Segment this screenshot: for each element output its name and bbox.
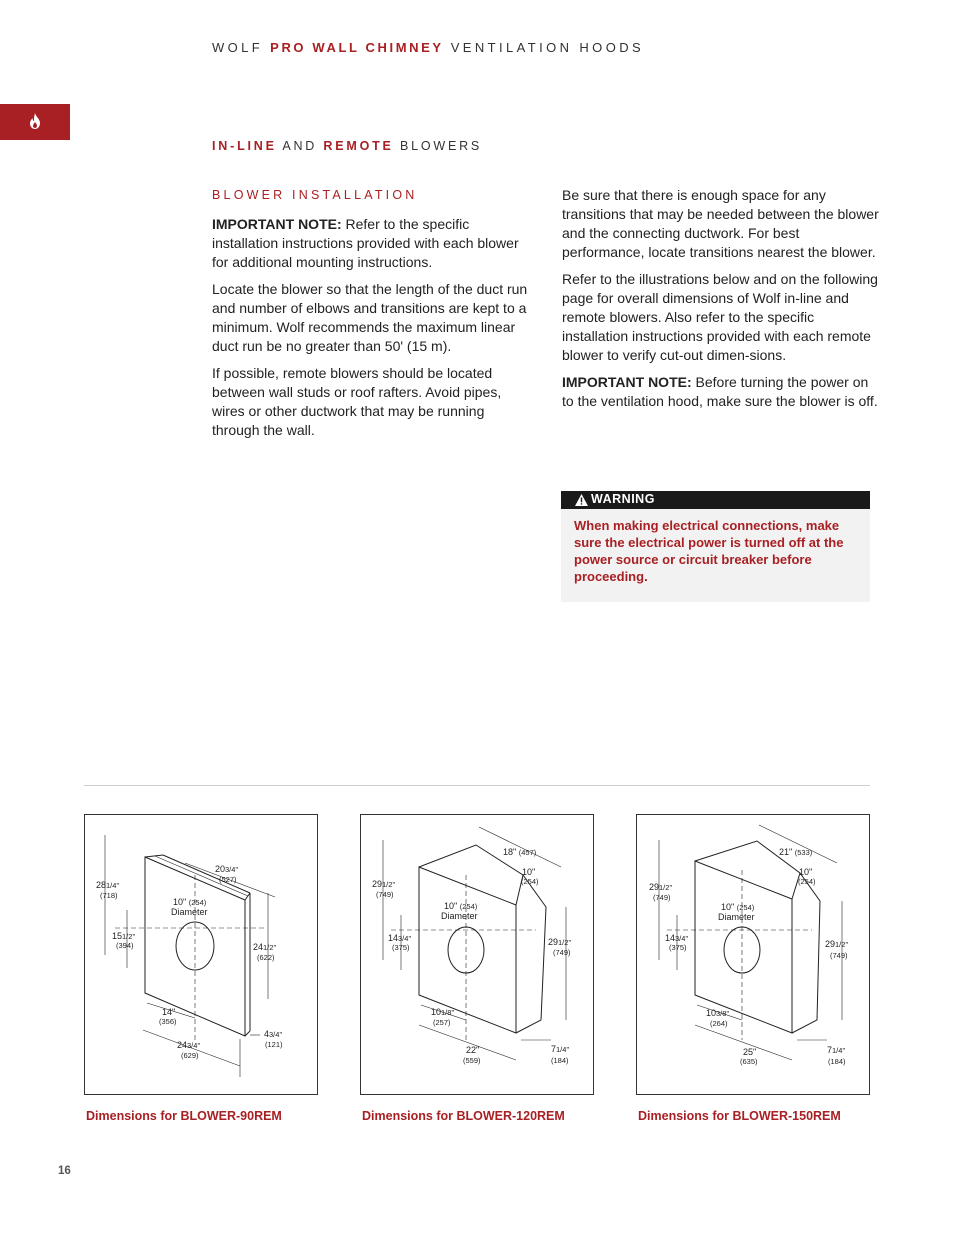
blower-150rem-drawing <box>637 815 869 1094</box>
figure-blower-120rem <box>360 814 594 1095</box>
figure-caption-150rem: Dimensions for BLOWER-150REM <box>638 1109 841 1123</box>
divider <box>84 785 870 786</box>
section-title <box>212 139 482 153</box>
dim-right-height-mm: (749) <box>830 951 848 960</box>
dim-outlet-mm: (254) <box>521 877 539 886</box>
dim-depth-mm: (184) <box>828 1057 846 1066</box>
dim-bottom-center: 14" <box>162 1007 176 1017</box>
header-suffix: VENTILATION HOODS <box>443 40 645 55</box>
paragraph <box>562 373 882 411</box>
warning-label: WARNING <box>591 492 655 506</box>
paragraph: Refer to the illustrations below and on the following page for overall dimensions of Wolf in-line and remote blowers. Also refer to the specific installation instructions provided with each remote blower to verify cut-out dimen-sions. <box>562 271 878 363</box>
dim-diameter-label: Diameter <box>718 912 755 922</box>
running-header <box>212 40 644 55</box>
figure-caption-90rem: Dimensions for BLOWER-90REM <box>86 1109 282 1123</box>
dim-bottom-center-mm: (356) <box>159 1017 177 1026</box>
dim-right-height-mm: (749) <box>553 948 571 957</box>
dim-height: 291/2" <box>649 882 673 892</box>
text-column-right <box>562 186 882 419</box>
dim-right-height-mm: (622) <box>257 953 275 962</box>
dim-depth: 71/4" <box>551 1044 570 1054</box>
paragraph <box>212 215 534 272</box>
dim-bottom-width-mm: (629) <box>181 1051 199 1060</box>
dim-height-mm: (718) <box>100 891 118 900</box>
blower-90rem-drawing <box>85 815 317 1094</box>
section-title-blowers: BLOWERS <box>393 139 483 153</box>
dim-height: 291/2" <box>372 879 396 889</box>
dim-outlet: 10" <box>522 867 536 877</box>
dim-depth-mm: (121) <box>265 1040 283 1049</box>
section-title-remote: REMOTE <box>323 139 394 153</box>
dim-bottom-width-mm: (559) <box>463 1056 481 1065</box>
dim-right-height: 241/2" <box>253 942 277 952</box>
warning-header <box>561 491 870 509</box>
dim-diameter-label: Diameter <box>441 911 478 921</box>
dim-bottom-center-mm: (257) <box>433 1018 451 1027</box>
section-title-and: AND <box>276 139 324 153</box>
dim-bottom-width: 22" <box>466 1045 480 1055</box>
header-brand: WOLF <box>212 40 271 55</box>
dim-diameter: 10" (254) <box>721 902 755 912</box>
important-note-label: IMPORTANT NOTE: <box>562 374 692 390</box>
dim-height-mm: (749) <box>376 890 394 899</box>
dim-bottom-center: 101/8" <box>431 1007 455 1017</box>
warning-text: When making electrical connections, make sure the electrical power is turned off at the power source or circuit breaker before proceeding. <box>574 518 844 584</box>
section-tab <box>0 104 70 140</box>
dim-right-height: 291/2" <box>825 939 849 949</box>
paragraph: Be sure that there is enough space for any transitions that may be needed between the blower and the connecting ductwork. For best performance, locate transitions nearest the blower. <box>562 187 879 260</box>
dim-top-width-mm: (527) <box>219 875 237 884</box>
dim-depth: 43/4" <box>264 1029 283 1039</box>
dim-center-mm: (375) <box>669 943 687 952</box>
paragraph: Locate the blower so that the length of the duct run and number of elbows and transitions are kept to a minimum. Wolf recommends the maximum linear duct run be no greater than 50' (15 m). <box>212 281 528 354</box>
dim-diameter: 10" (254) <box>173 897 207 907</box>
paragraph-text: Refer to the specific installation instructions provided with each blower for additional mounting instructions. <box>212 216 519 270</box>
dim-center: 143/4" <box>665 933 689 943</box>
dim-top-depth: 21" (533) <box>779 847 813 857</box>
dim-top-width: 203/4" <box>215 864 239 874</box>
dim-center-mm: (394) <box>116 941 134 950</box>
dim-top-depth: 18" (457) <box>503 847 537 857</box>
dim-center: 143/4" <box>388 933 412 943</box>
dim-depth-mm: (184) <box>551 1056 569 1065</box>
dim-outlet-mm: (254) <box>798 877 816 886</box>
dim-height: 281/4" <box>96 880 120 890</box>
section-title-inline: IN-LINE <box>212 139 277 153</box>
header-product: PRO WALL CHIMNEY <box>270 40 444 55</box>
dim-bottom-center-mm: (264) <box>710 1019 728 1028</box>
paragraph: If possible, remote blowers should be located between wall studs or roof rafters. Avoid pipes, wires or other ductwork that may be running through the wall. <box>212 365 502 438</box>
figure-caption-120rem: Dimensions for BLOWER-120REM <box>362 1109 565 1123</box>
warning-triangle-icon <box>575 494 588 506</box>
dim-diameter-label: Diameter <box>171 907 208 917</box>
paragraph-text: Before turning the power on to the ventilation hood, make sure the blower is off. <box>562 374 878 409</box>
dim-bottom-width: 25" <box>743 1047 757 1057</box>
warning-box <box>561 509 870 602</box>
text-column-left <box>212 215 534 448</box>
dim-center-mm: (375) <box>392 943 410 952</box>
dim-bottom-width: 243/4" <box>177 1040 201 1050</box>
flame-icon <box>29 113 41 129</box>
dim-height-mm: (749) <box>653 893 671 902</box>
dim-bottom-width-mm: (635) <box>740 1057 758 1066</box>
dim-center: 151/2" <box>112 931 136 941</box>
dim-depth: 71/4" <box>827 1045 846 1055</box>
figure-blower-150rem <box>636 814 870 1095</box>
dim-outlet: 10" <box>799 867 813 877</box>
dim-diameter: 10" (254) <box>444 901 478 911</box>
important-note-label: IMPORTANT NOTE: <box>212 216 342 232</box>
blower-120rem-drawing <box>361 815 593 1094</box>
subheading: BLOWER INSTALLATION <box>212 188 418 202</box>
dim-bottom-center: 103/8" <box>706 1008 730 1018</box>
dim-right-height: 291/2" <box>548 937 572 947</box>
page-number: 16 <box>58 1165 71 1177</box>
figure-blower-90rem <box>84 814 318 1095</box>
